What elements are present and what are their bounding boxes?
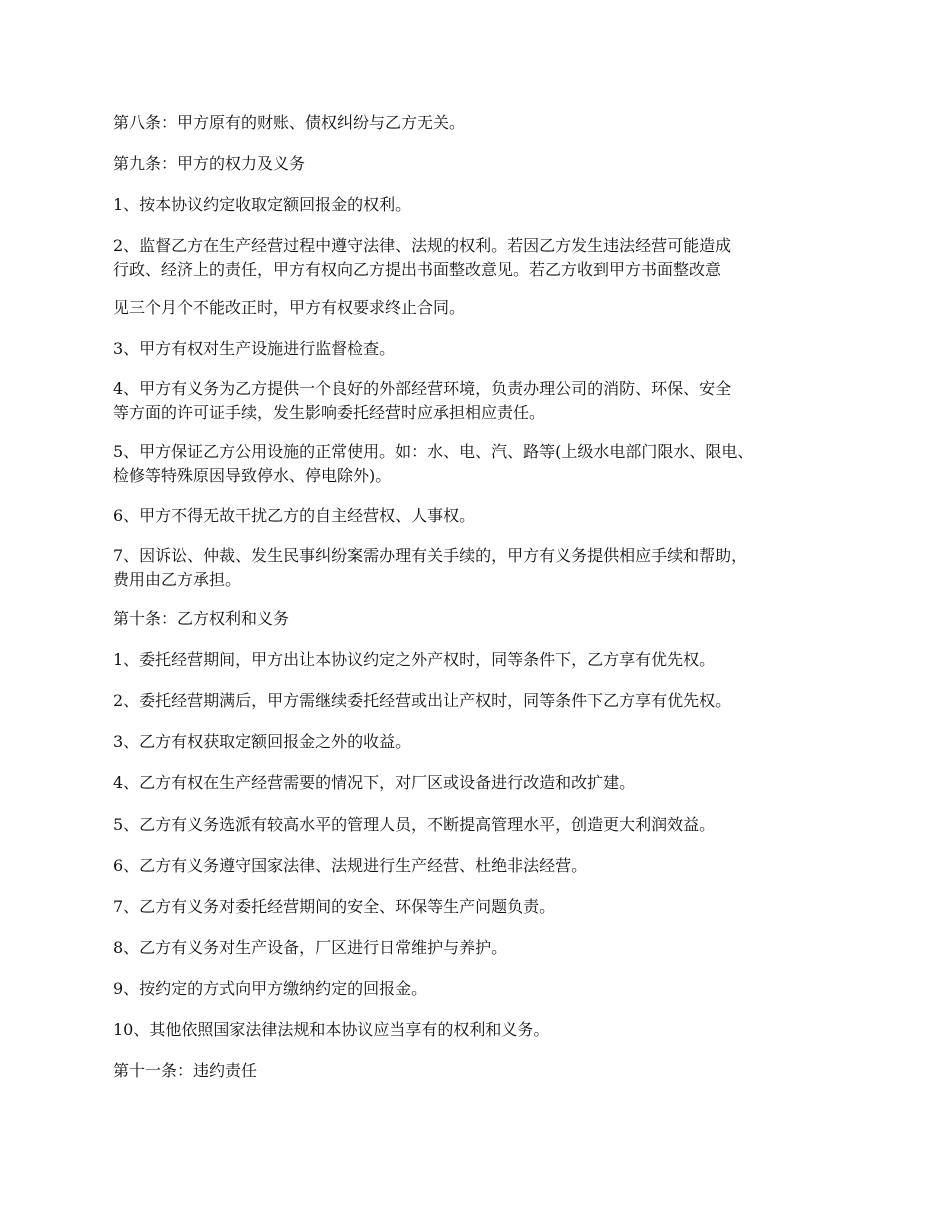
text-line: 6、甲方不得无故干扰乙方的自主经营权、人事权。 [113, 506, 476, 525]
text-line: 第十条：乙方权利和义务 [113, 609, 290, 628]
text-line: 10、其他依照国家法律法规和本协议应当享有的权利和义务。 [113, 1020, 550, 1039]
text-line: 3、乙方有权获取定额回报金之外的收益。 [113, 732, 412, 751]
text-line: 3、甲方有权对生产设施进行监督检查。 [113, 339, 396, 358]
text-line: 第八条：甲方原有的财账、债权纠纷与乙方无关。 [113, 113, 466, 132]
text-line: 4、乙方有权在生产经营需要的情况下，对厂区或设备进行改造和改扩建。 [113, 773, 636, 792]
text-line: 2、监督乙方在生产经营过程中遵守法律、法规的权利。若因乙方发生违法经营可能造成 [113, 236, 732, 255]
paragraph-a9-item-6 [113, 504, 853, 528]
text-line: 检修等特殊原因导致停水、停电除外)。 [113, 466, 392, 485]
paragraph-a9-item-2 [113, 234, 853, 282]
text-line: 第十一条：违约责任 [113, 1061, 258, 1080]
heading-article-10 [113, 607, 853, 631]
text-line: 等方面的许可证手续，发生影响委托经营时应承担相应责任。 [113, 403, 546, 422]
heading-article-11 [113, 1059, 853, 1083]
text-line: 费用由乙方承担。 [113, 570, 242, 589]
paragraph-a9-item-1 [113, 193, 853, 217]
text-line: 9、按约定的方式向甲方缴纳约定的回报金。 [113, 979, 428, 998]
paragraph-article-8 [113, 111, 853, 135]
paragraph-a10-item-4 [113, 771, 853, 795]
paragraph-a9-item-4 [113, 377, 853, 425]
paragraph-a10-item-6 [113, 854, 853, 878]
text-line: 8、乙方有义务对生产设备，厂区进行日常维护与养护。 [113, 938, 508, 957]
paragraph-a10-item-9 [113, 977, 853, 1001]
paragraph-a10-item-10 [113, 1018, 853, 1042]
text-line: 7、因诉讼、仲裁、发生民事纠纷案需办理有关手续的，甲方有义务提供相应手续和帮助， [113, 546, 748, 565]
text-line: 7、乙方有义务对委托经营期间的安全、环保等生产问题负责。 [113, 897, 556, 916]
text-line: 6、乙方有义务遵守国家法律、法规进行生产经营、杜绝非法经营。 [113, 856, 588, 875]
paragraph-a9-item-7 [113, 544, 853, 592]
text-line: 2、委托经营期满后，甲方需继续委托经营或出让产权时，同等条件下乙方享有优先权。 [113, 691, 732, 710]
paragraph-a9-item-3 [113, 337, 853, 361]
paragraph-a9-item-5 [113, 440, 853, 488]
paragraph-a10-item-8 [113, 936, 853, 960]
text-line: 5、甲方保证乙方公用设施的正常使用。如：水、电、汽、路等(上级水电部门限水、限电、 [113, 442, 754, 461]
paragraph-a10-item-5 [113, 813, 853, 837]
text-line: 见三个月个不能改正时，甲方有权要求终止合同。 [113, 298, 466, 317]
paragraph-a10-item-3 [113, 730, 853, 754]
text-line: 1、按本协议约定收取定额回报金的权利。 [113, 195, 412, 214]
heading-article-9 [113, 152, 853, 176]
paragraph-a9-item-2-cont [113, 296, 853, 320]
text-line: 1、委托经营期间，甲方出让本协议约定之外产权时，同等条件下，乙方享有优先权。 [113, 650, 716, 669]
paragraph-a10-item-2 [113, 689, 853, 713]
text-line: 4、甲方有义务为乙方提供一个良好的外部经营环境，负责办理公司的消防、环保、安全 [113, 379, 732, 398]
text-line: 行政、经济上的责任，甲方有权向乙方提出书面整改意见。若乙方收到甲方书面整改意 [113, 260, 722, 279]
text-line: 第九条：甲方的权力及义务 [113, 154, 306, 173]
paragraph-a10-item-1 [113, 648, 853, 672]
paragraph-a10-item-7 [113, 895, 853, 919]
text-line: 5、乙方有义务选派有较高水平的管理人员，不断提高管理水平，创造更大利润效益。 [113, 815, 716, 834]
